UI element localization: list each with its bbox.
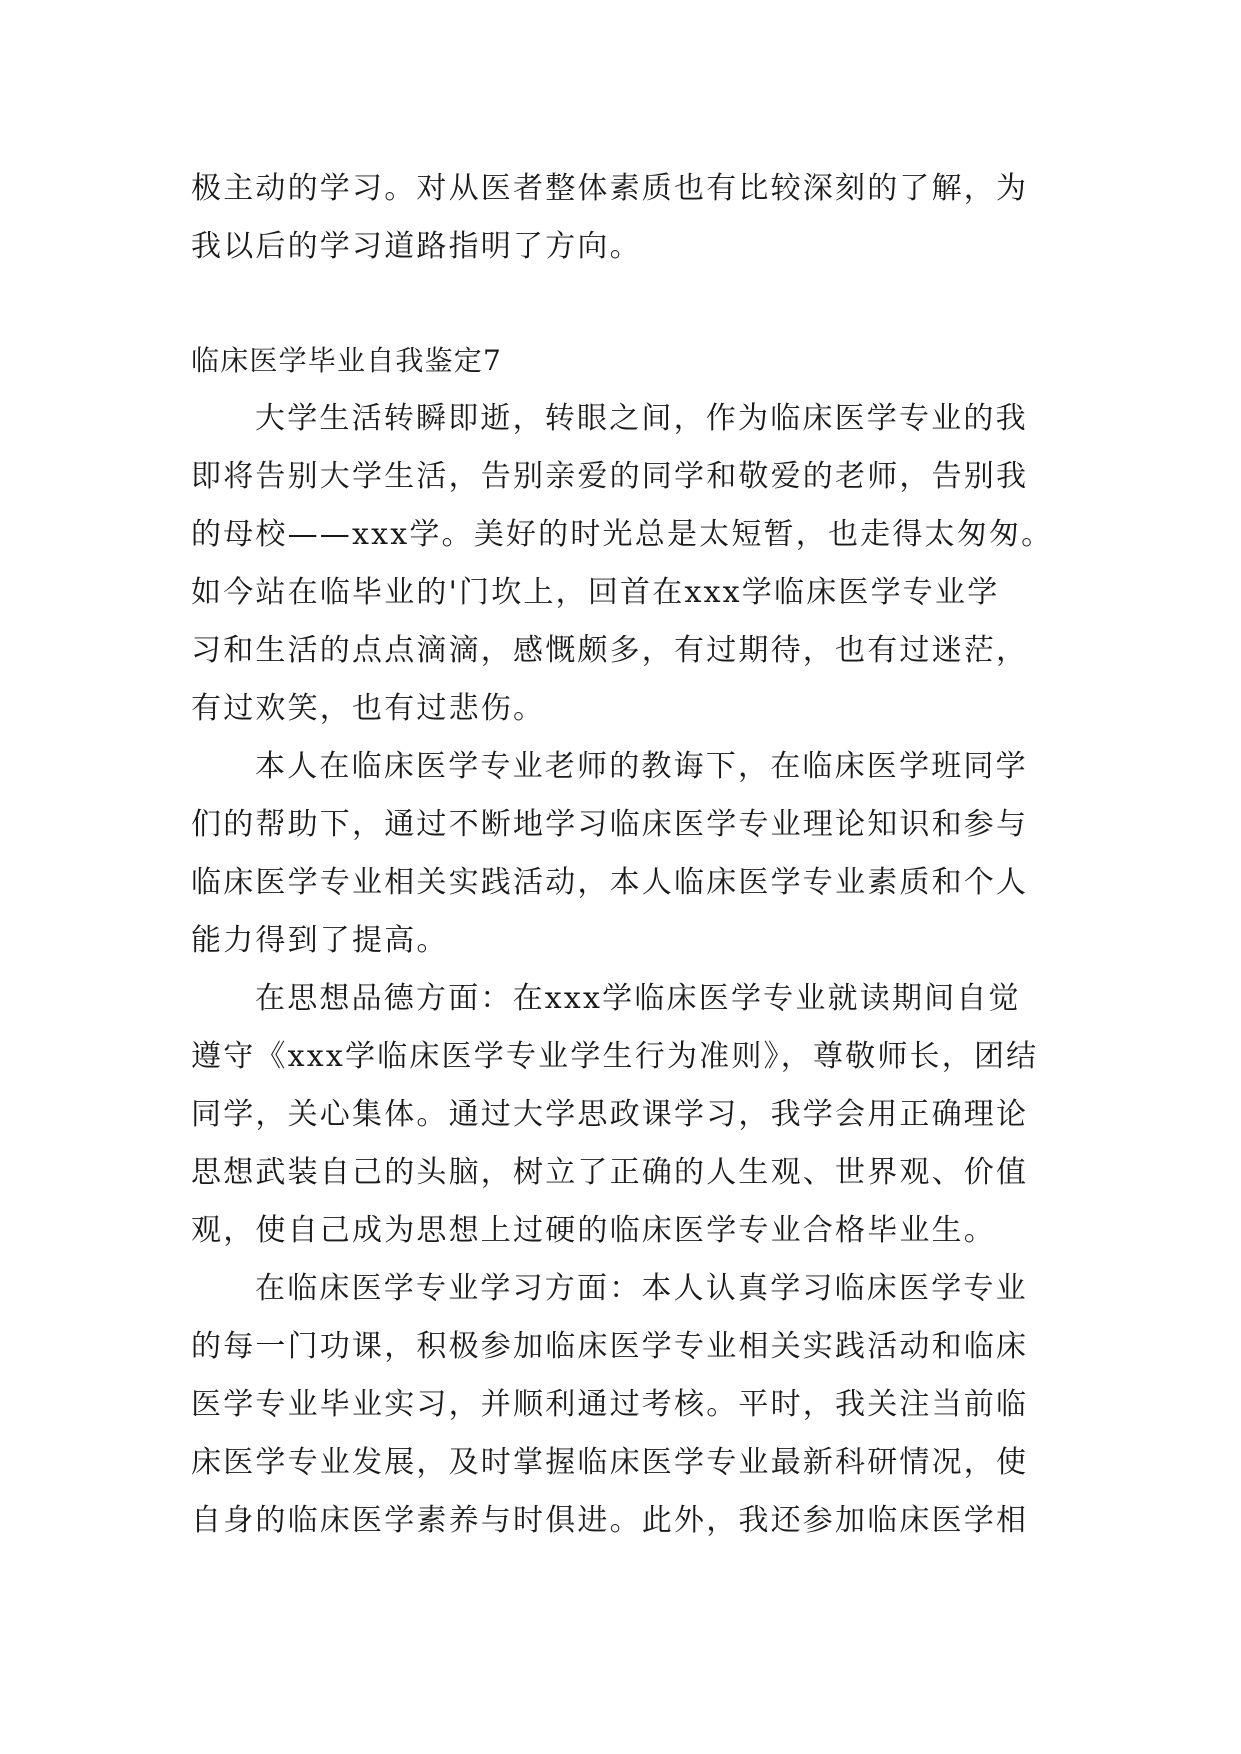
- text-line: 遵守《xxx学临床医学专业学生行为准则》，尊敬师长，团结: [191, 1039, 1039, 1074]
- text-line: 本人在临床医学专业老师的教诲下，在临床医学班同学: [255, 749, 1028, 784]
- text-line: 医学专业毕业实习，并顺利通过考核。平时，我关注当前临: [191, 1387, 1029, 1422]
- paragraph: [191, 738, 1051, 970]
- text-line: 如今站在临毕业的'门坎上，回首在xxx学临床医学专业学: [191, 575, 1000, 610]
- text-line: 我以后的学习道路指明了方向。: [191, 229, 642, 264]
- text-line: 自身的临床医学素养与时俱进。此外，我还参加临床医学相: [191, 1503, 1029, 1538]
- text-line: 即将告别大学生活，告别亲爱的同学和敬爱的老师，告别我: [191, 459, 1029, 494]
- text-line: 临床医学专业相关实践活动，本人临床医学专业素质和个人: [191, 865, 1029, 900]
- text-line: 思想武装自己的头脑，树立了正确的人生观、世界观、价值: [191, 1155, 1029, 1190]
- paragraph: [191, 970, 1051, 1260]
- paragraph: [191, 1260, 1051, 1550]
- text-line: 同学，关心集体。通过大学思政课学习，我学会用正确理论: [191, 1097, 1029, 1132]
- text-line: 的母校——xxx学。美好的时光总是太短暂，也走得太匆匆。: [191, 517, 1054, 552]
- text-line: 床医学专业发展，及时掌握临床医学专业最新科研情况，使: [191, 1445, 1029, 1480]
- text-line: 大学生活转瞬即逝，转眼之间，作为临床医学专业的我: [255, 401, 1028, 436]
- text-line: 能力得到了提高。: [191, 923, 449, 958]
- text-line: 习和生活的点点滴滴，感慨颇多，有过期待，也有过迷茫，: [191, 633, 1029, 668]
- paragraph: [191, 390, 1054, 738]
- document-body: [191, 160, 1054, 1550]
- text-line: 有过欢笑，也有过悲伤。: [191, 691, 546, 726]
- text-line: 在思想品德方面：在xxx学临床医学专业就读期间自觉: [255, 981, 1021, 1016]
- text-line: 的每一门功课，积极参加临床医学专业相关实践活动和临床: [191, 1329, 1029, 1364]
- section-title: 临床医学毕业自我鉴定7: [191, 344, 503, 377]
- text-line: 们的帮助下，通过不断地学习临床医学专业理论知识和参与: [191, 807, 1029, 842]
- text-line: 观，使自己成为思想上过硬的临床医学专业合格毕业生。: [191, 1213, 996, 1248]
- text-line: 在临床医学专业学习方面：本人认真学习临床医学专业: [255, 1271, 1028, 1306]
- text-line: 极主动的学习。对从医者整体素质也有比较深刻的了解，为: [191, 171, 1029, 206]
